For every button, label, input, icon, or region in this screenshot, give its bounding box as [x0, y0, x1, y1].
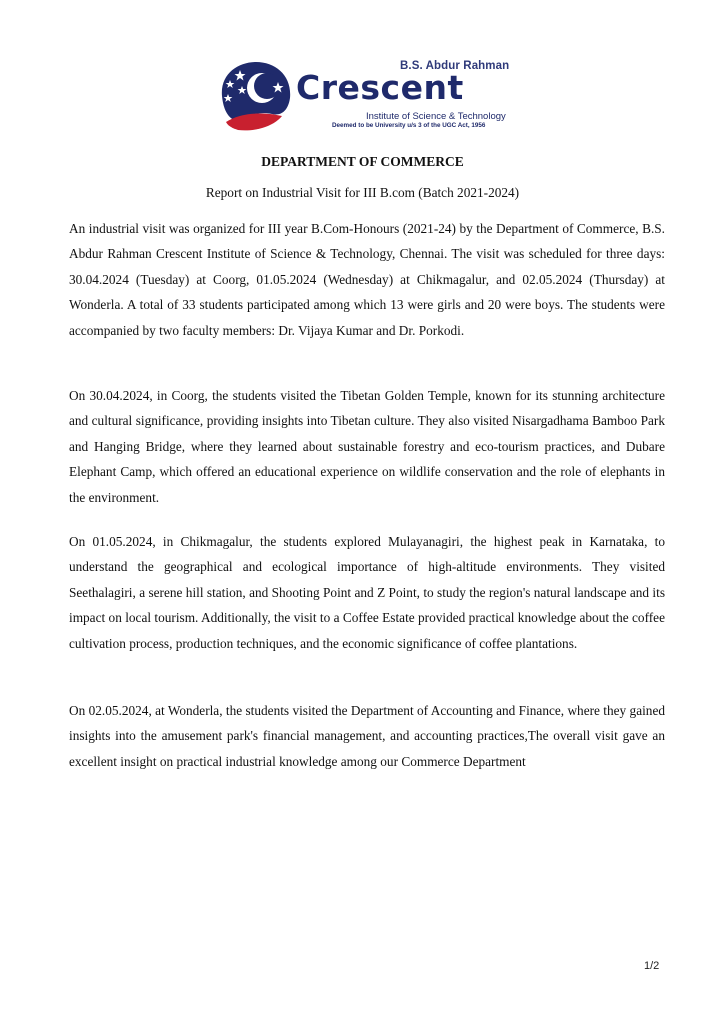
- institution-logo: [216, 56, 526, 136]
- paragraph-intro: An industrial visit was organized for III year B.Com-Honours (2021-24) by the Department of Commerce, B.S. Abdur Rahman Crescent Institute of Science & Technology, Chennai. The visit was scheduled for three days: 30.04.2024 (Tuesday) at Coorg, 01.05.2024 (Wednesday) at Chikmagalur, and 02.05.2024 (Thursday) at Wonderla. A total of 33 students participated among which 13 were girls and 20 were boys. The students were accompanied by two faculty members: Dr. Vijaya Kumar and Dr. Porkodi.: [69, 221, 665, 338]
- logo-top-line: B.S. Abdur Rahman: [400, 60, 510, 72]
- logo-institute-line: Institute of Science & Technology: [366, 111, 506, 122]
- paragraph-wonderla: On 02.05.2024, at Wonderla, the students visited the Department of Accounting and Finance, where they gained insights into the amusement park's financial management, and accounting practices,The overall visit gave an excellent insight on practical industrial knowledge among our Commerce Department: [69, 703, 665, 769]
- crescent-emblem-icon: [216, 56, 296, 136]
- page-number: 1/2: [644, 960, 660, 972]
- logo-deemed-line: Deemed to be University u/s 3 of the UGC Act, 1956: [332, 122, 486, 129]
- department-heading: DEPARTMENT OF COMMERCE: [261, 154, 464, 169]
- logo-brand-name: Crescent: [296, 68, 464, 107]
- report-subheading: Report on Industrial Visit for III B.com (Batch 2021-2024): [205, 185, 520, 200]
- paragraph-coorg: On 30.04.2024, in Coorg, the students visited the Tibetan Golden Temple, known for its stunning architecture and cultural significance, providing insights into Tibetan culture. They also visited Nisargadhama Bamboo Park and Hanging Bridge, where they learned about sustainable forestry and eco-tourism practices, and Dubare Elephant Camp, which offered an educational experience on wildlife conservation and the role of elephants in the environment.: [69, 388, 665, 505]
- paragraph-chikmagalur: On 01.05.2024, in Chikmagalur, the students explored Mulayanagiri, the highest peak in Karnataka, to understand the geographical and ecological importance of high-altitude environments. They visited Seethalagiri, a serene hill station, and Shooting Point and Z Point, to study the region's natural landscape and its impact on local tourism. Additionally, the visit to a Coffee Estate provided practical knowledge about the coffee cultivation process, production techniques, and the economic significance of coffee plantations.: [69, 534, 665, 651]
